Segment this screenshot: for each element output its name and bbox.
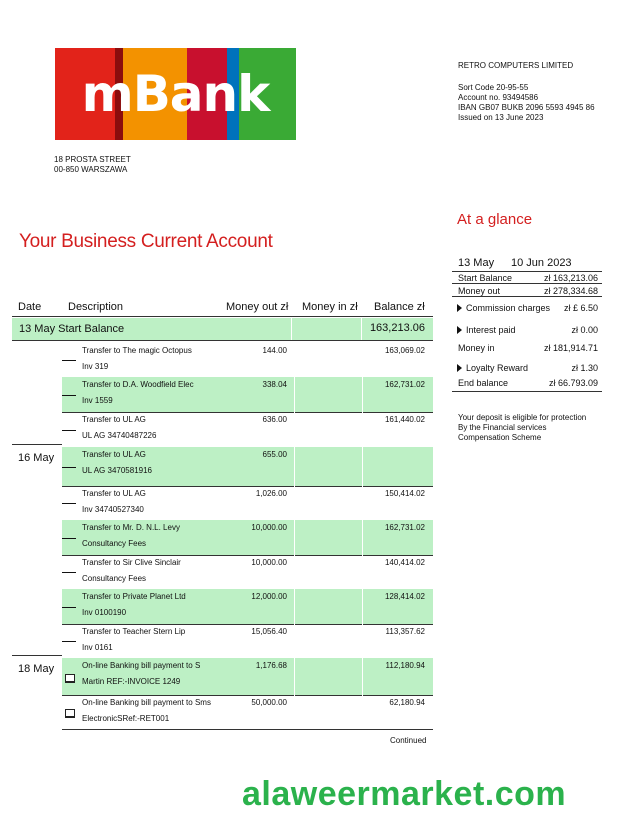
transaction-description [82, 592, 232, 618]
note-line: Your deposit is eligible for protection [458, 413, 587, 422]
glance-row [452, 378, 602, 388]
transaction-row [62, 624, 433, 659]
balance-value: 62,180.94 [389, 698, 425, 707]
date-18-may: 18 May [18, 663, 55, 675]
date-divider [12, 655, 62, 656]
bank-address [54, 155, 131, 175]
money-out-value: 15,056.40 [251, 627, 287, 636]
address-line: 18 PROSTA STREET [54, 155, 131, 164]
balance-value: 163,069.02 [384, 346, 425, 355]
description-line: Inv 34740527340 [82, 505, 144, 514]
sort-code: Sort Code 20-95-55 [458, 83, 529, 92]
description-line: Transfer to Sir Clive Sinclair [82, 558, 181, 567]
transaction-row [62, 343, 433, 378]
balance-value: 140,414.02 [384, 558, 425, 567]
description-line: Transfer to UL AG [82, 415, 146, 424]
header-money-in: Money in zł [302, 301, 358, 313]
glance-row [452, 286, 602, 297]
account-number: Account no. 93494586 [458, 93, 539, 102]
balance-value: 150,414.02 [384, 489, 425, 498]
account-info [458, 61, 595, 123]
header-date: Date [18, 301, 42, 313]
issued-date: Issued on 13 June 2023 [458, 113, 544, 122]
transaction-row [62, 447, 433, 487]
transaction-row [62, 377, 433, 413]
start-balance-row [12, 318, 433, 341]
description-line: Martin REF:-INVOICE 1249 [82, 677, 181, 686]
money-out-value: 338.04 [262, 380, 287, 389]
description-line: UL AG 3470581916 [82, 466, 152, 475]
glance-value: zł 278,334.68 [543, 286, 598, 296]
money-out-value: 12,000.00 [251, 592, 287, 601]
glance-label: Commission charges [466, 303, 551, 313]
note-line: By the Financial services [458, 423, 547, 432]
row-dash [62, 572, 76, 573]
glance-row [457, 325, 602, 335]
money-out-value: 636.00 [262, 415, 287, 424]
start-balance-value: 163,213.06 [369, 322, 425, 334]
money-out-value: 10,000.00 [251, 558, 287, 567]
description-line: Transfer to D.A. Woodfield Elec [82, 380, 194, 389]
start-balance-label: 13 May Start Balance [19, 323, 125, 335]
description-line: Inv 0100190 [82, 608, 127, 617]
glance-label: Loyalty Reward [466, 363, 529, 373]
transaction-row [62, 486, 433, 521]
transaction-row [62, 412, 433, 448]
bill-icon [65, 674, 75, 683]
row-dash [62, 430, 76, 431]
period-end: 10 Jun 2023 [511, 257, 572, 269]
transaction-description [82, 450, 232, 476]
glance-value: zł 1.30 [571, 363, 598, 373]
date-divider [12, 444, 62, 445]
transaction-description [82, 415, 232, 441]
row-dash [62, 538, 76, 539]
watermark: alaweermarket.com [242, 775, 567, 813]
transaction-description [82, 523, 232, 549]
transaction-row [62, 589, 433, 625]
money-out-value: 50,000.00 [251, 698, 287, 707]
triangle-icon [457, 304, 462, 312]
balance-value: 161,440.02 [384, 415, 425, 424]
date-16-may: 16 May [18, 452, 55, 464]
balance-value: 162,731.02 [384, 380, 425, 389]
iban: IBAN GB07 BUKB 2096 5593 4945 86 [458, 103, 595, 112]
description-line: Transfer to The magic Octopus [82, 346, 192, 355]
triangle-icon [457, 364, 462, 372]
address-line: 00-850 WARSZAWA [54, 165, 128, 174]
money-out-value: 1,176.68 [255, 661, 287, 670]
glance-rule [452, 271, 602, 272]
description-line: Transfer to Mr. D. N.L. Levy [82, 523, 180, 532]
period-start: 13 May [458, 257, 495, 269]
row-dash [62, 395, 76, 396]
glance-row [452, 273, 602, 284]
transaction-description [82, 489, 232, 515]
description-line: Transfer to UL AG [82, 450, 146, 459]
header-money-out: Money out zł [226, 301, 289, 313]
glance-label: Start Balance [458, 273, 513, 283]
money-out-value: 655.00 [262, 450, 287, 459]
description-line: On-line Banking bill payment to S [82, 661, 201, 670]
glance-row [457, 303, 602, 313]
transaction-description [82, 346, 232, 372]
transaction-row [62, 658, 433, 696]
transaction-description [82, 627, 232, 653]
description-line: Transfer to Private Planet Ltd [82, 592, 186, 601]
glance-value: zł £ 6.50 [563, 303, 598, 313]
triangle-icon [457, 326, 462, 334]
money-out-value: 1,026.00 [255, 489, 287, 498]
glance-value: zł 66.793.09 [548, 378, 598, 388]
glance-row [457, 363, 602, 373]
description-line: ElectronicSRef:-RET001 [82, 714, 170, 723]
description-line: Inv 319 [82, 362, 109, 371]
description-line: Transfer to UL AG [82, 489, 146, 498]
money-out-value: 10,000.00 [251, 523, 287, 532]
row-dash [62, 503, 76, 504]
transaction-description [82, 558, 232, 584]
bill-icon [65, 709, 75, 718]
transaction-row [62, 520, 433, 556]
glance-value: zł 0.00 [571, 325, 598, 335]
row-dash [62, 641, 76, 642]
description-line: Transfer to Teacher Stern Lip [82, 627, 186, 636]
transaction-description [82, 698, 232, 724]
transaction-description [82, 380, 232, 406]
transaction-row [62, 555, 433, 590]
mbank-logo [55, 48, 296, 140]
description-line: Inv 1559 [82, 396, 113, 405]
transaction-row [62, 695, 433, 730]
protection-note [458, 413, 586, 443]
description-line: On-line Banking bill payment to Sms [82, 698, 211, 707]
glance-label: Interest paid [466, 325, 516, 335]
continued-label: Continued [390, 736, 427, 745]
glance-label: Money out [458, 286, 501, 296]
balance-value: 128,414.02 [384, 592, 425, 601]
glance-label: End balance [458, 378, 509, 388]
page-title: Your Business Current Account [19, 231, 273, 252]
glance-label: Money in [458, 343, 495, 353]
header-balance: Balance zł [374, 301, 425, 313]
description-line: Inv 0161 [82, 643, 113, 652]
note-line: Compensation Scheme [458, 433, 542, 442]
glance-value: zł 163,213.06 [543, 273, 598, 283]
glance-row [452, 343, 602, 353]
balance-value: 162,731.02 [384, 523, 425, 532]
description-line: Consultancy Fees [82, 574, 147, 583]
balance-value: 112,180.94 [385, 661, 425, 670]
header-description: Description [68, 301, 124, 313]
company-name: RETRO COMPUTERS LIMITED [458, 61, 574, 70]
header-rule [12, 316, 433, 317]
logo-text: mBank [81, 65, 270, 123]
row-dash [62, 360, 76, 361]
row-dash [62, 467, 76, 468]
glance-rule [452, 391, 602, 392]
description-line: Consultancy Fees [82, 539, 147, 548]
row-dash [62, 607, 76, 608]
balance-value: 113,357.62 [385, 627, 425, 636]
money-out-value: 144.00 [262, 346, 287, 355]
transaction-description [82, 661, 232, 687]
glance-value: zł 181,914.71 [543, 343, 598, 353]
description-line: UL AG 34740487226 [82, 431, 157, 440]
glance-title: At a glance [457, 211, 533, 228]
